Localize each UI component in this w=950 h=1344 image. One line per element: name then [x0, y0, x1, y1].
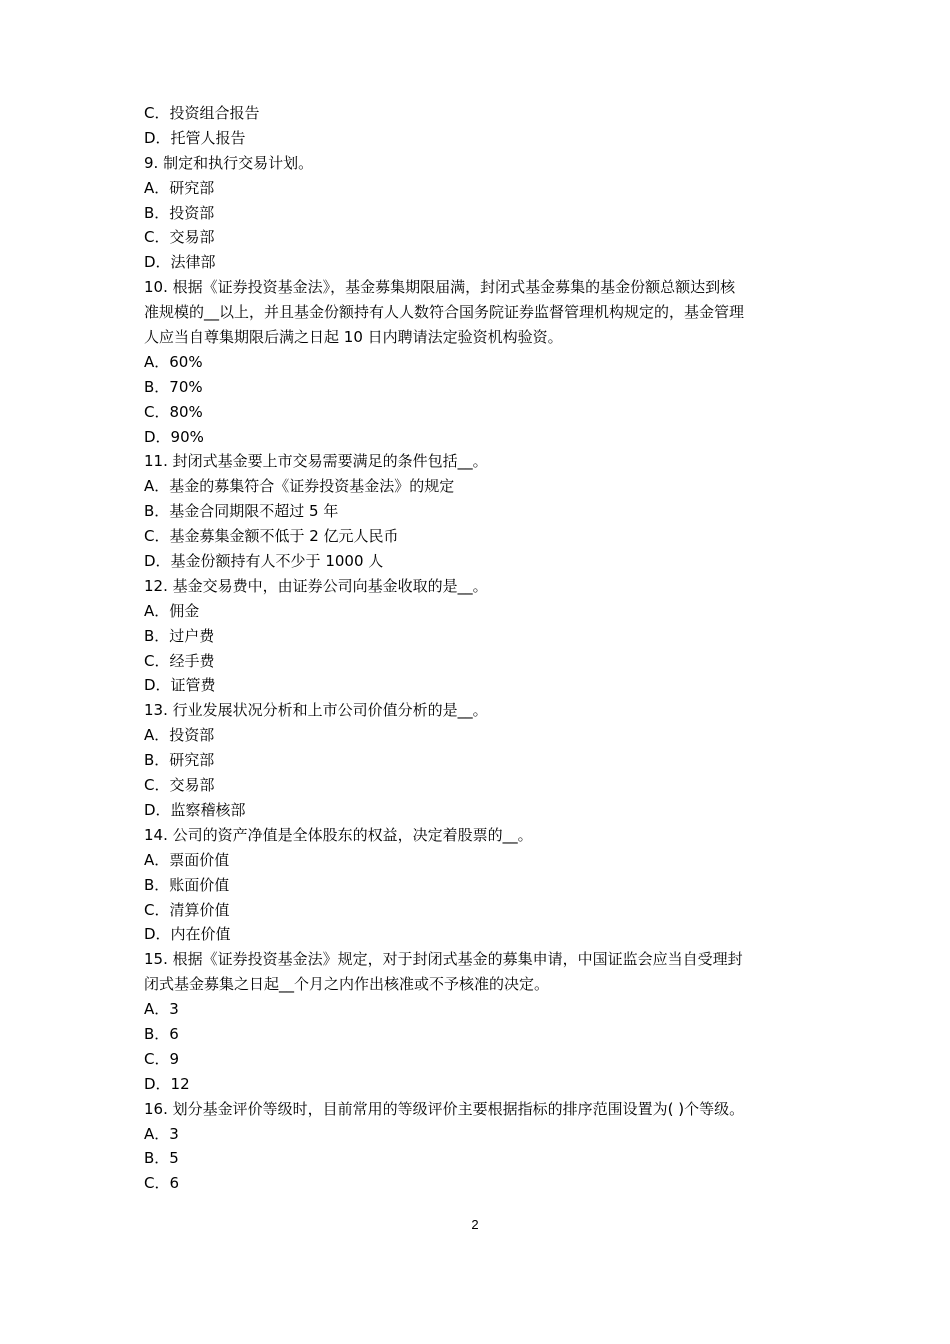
text-line: 13. 行业发展状况分析和上市公司价值分析的是__。 [144, 701, 488, 720]
text-line: C．80% [144, 402, 203, 421]
text-line: B．过户费 [144, 626, 215, 645]
text-line: D．托管人报告 [144, 128, 246, 147]
text-line: 14. 公司的资产净值是全体股东的权益，决定着股票的__。 [144, 825, 533, 844]
text-line: B．投资部 [144, 203, 215, 222]
text-line: B．基金合同期限不超过 5 年 [144, 502, 339, 521]
text-line: D．90% [144, 427, 204, 446]
text-line: C．清算价值 [144, 900, 230, 919]
text-line: D．法律部 [144, 253, 216, 272]
text-line: C．交易部 [144, 228, 215, 247]
page-number: 2 [471, 1217, 479, 1232]
page-content [144, 101, 816, 1196]
text-line: C．投资组合报告 [144, 104, 260, 122]
text-line: 11. 封闭式基金要上市交易需要满足的条件包括__。 [144, 452, 488, 471]
text-line: 16. 划分基金评价等级时，目前常用的等级评价主要根据指标的排序范围设置为( )个等级。 [144, 1099, 745, 1118]
text-line: A．60% [144, 352, 203, 371]
text-line: A．票面价值 [144, 850, 230, 869]
text-line: A．投资部 [144, 726, 215, 745]
text-line: D．证管费 [144, 676, 216, 695]
text-line: 15. 根据《证券投资基金法》规定，对于封闭式基金的募集申请，中国证监会应当自受理封 [144, 950, 743, 969]
text-line: 闭式基金募集之日起__个月之内作出核准或不予核准的决定。 [144, 975, 550, 994]
text-line: C．基金募集金额不低于 2 亿元人民币 [144, 527, 399, 546]
text-line: C．9 [144, 1049, 180, 1068]
text-line: D．12 [144, 1074, 190, 1093]
text-line: D．内在价值 [144, 925, 231, 944]
text-line: A．3 [144, 1124, 179, 1143]
text-line: A．佣金 [144, 601, 200, 620]
text-line: 10. 根据《证券投资基金法》，基金募集期限届满，封闭式基金募集的基金份额总额达到核 [144, 278, 736, 297]
text-line: B．70% [144, 377, 203, 396]
text-line: B．6 [144, 1024, 179, 1043]
text-line: C．经手费 [144, 651, 215, 670]
text-line: 准规模的__以上，并且基金份额持有人人数符合国务院证券监督管理机构规定的，基金管理 [144, 303, 745, 322]
text-line: B．5 [144, 1149, 179, 1168]
text-line: 9. 制定和执行交易计划。 [144, 153, 314, 172]
text-line: A．研究部 [144, 178, 215, 197]
text-line: B．研究部 [144, 751, 215, 770]
text-line: B．账面价值 [144, 875, 230, 894]
text-line: A．3 [144, 1000, 179, 1019]
text-line: D．监察稽核部 [144, 800, 246, 819]
text-line: A．基金的募集符合《证券投资基金法》的规定 [144, 477, 455, 496]
text-line: 人应当自尊集期限后满之日起 10 日内聘请法定验资机构验资。 [144, 328, 563, 347]
text-line: C．6 [144, 1174, 180, 1193]
text-line: 12. 基金交易费中，由证券公司向基金收取的是__。 [144, 576, 488, 595]
text-line: D．基金份额持有人不少于 1000 人 [144, 552, 384, 571]
text-line: C．交易部 [144, 776, 215, 795]
